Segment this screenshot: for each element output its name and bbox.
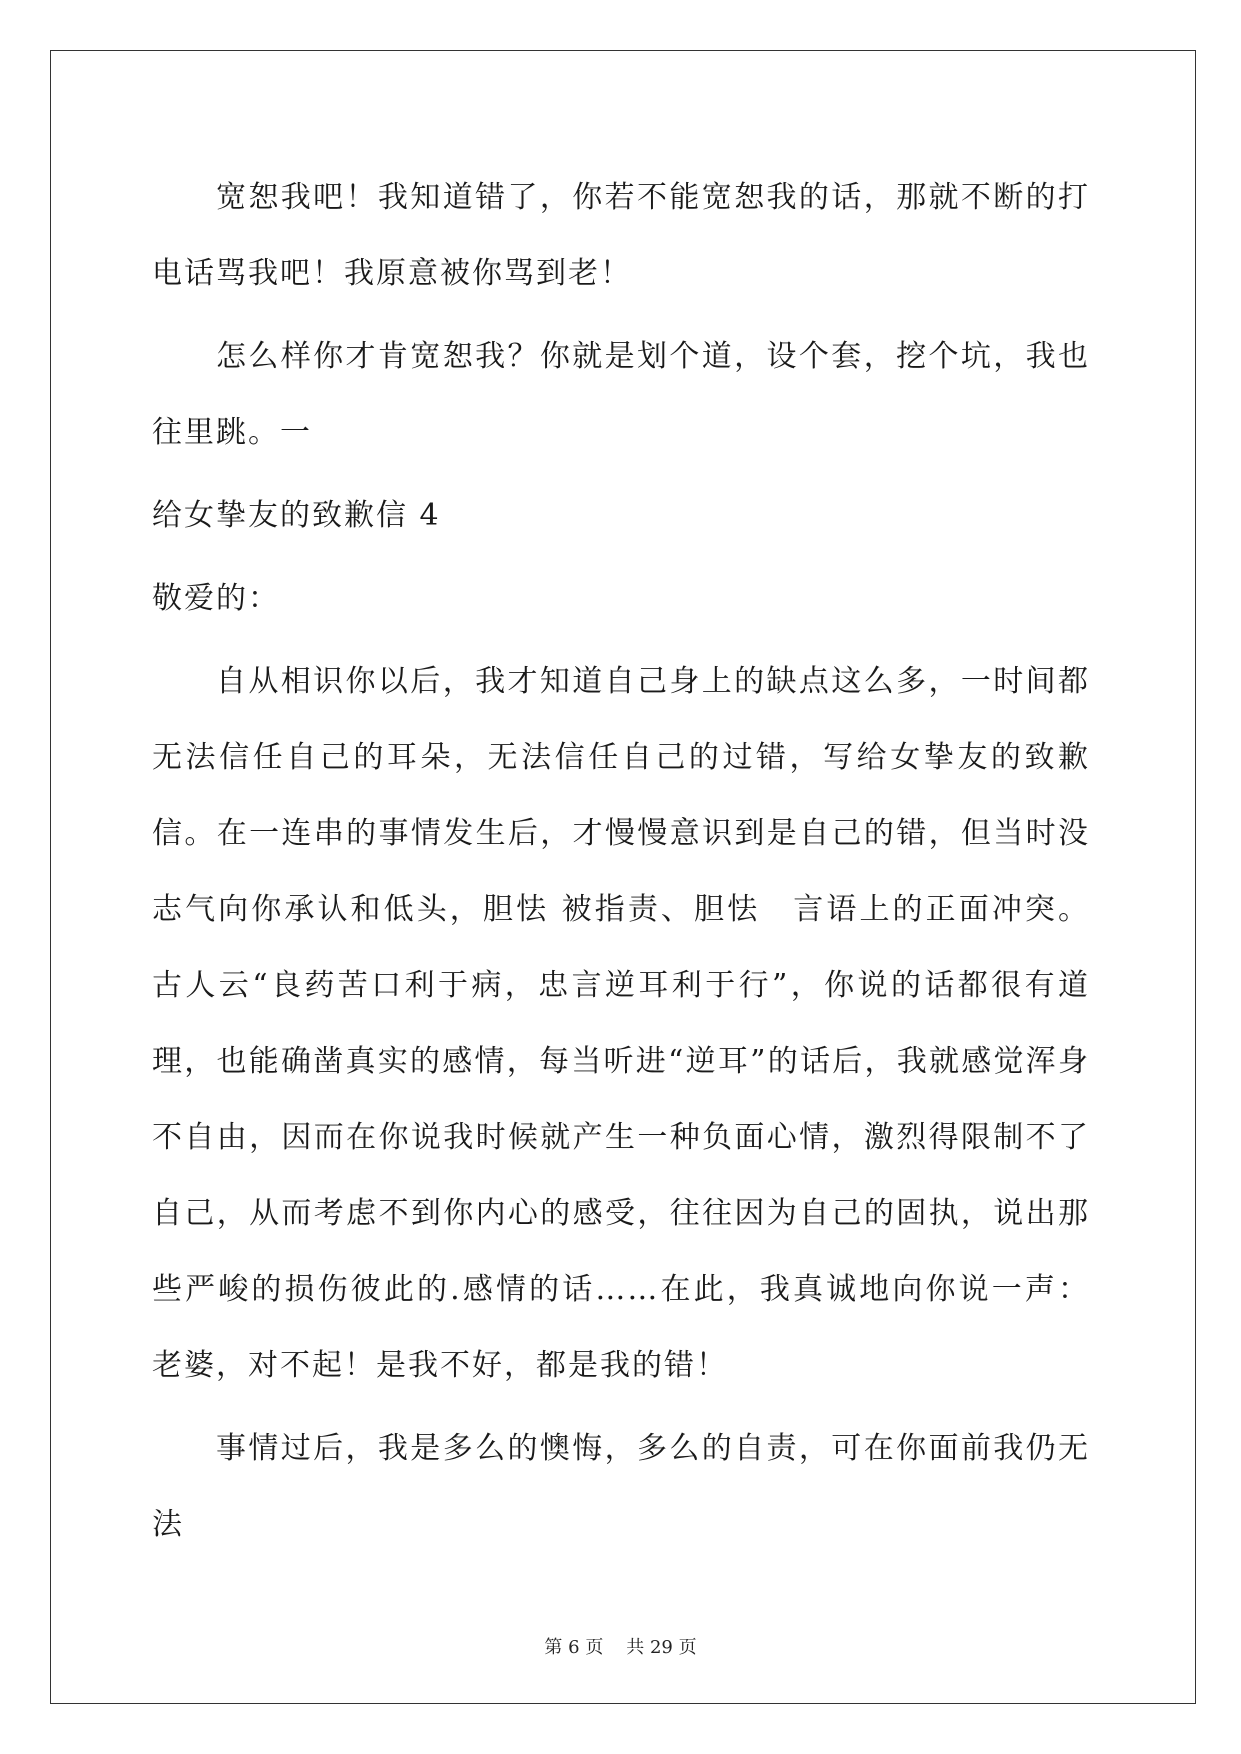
paragraph-last: 事情过后，我是多么的懊悔，多么的自责，可在你面前我仍无法 [152,1431,1090,1542]
section-title: 给女挚友的致歉信 4 [152,498,441,533]
salutation: 敬爱的： [152,581,280,616]
paragraph-1: 宽恕我吧！我知道错了，你若不能宽恕我的话，那就不断的打电话骂我吧！我原意被你骂到老！ [152,180,1090,291]
paragraph-2: 怎么样你才肯宽恕我？你就是划个道，设个套，挖个坑，我也往里跳。一 [152,339,1090,450]
page-footer [0,1633,1241,1659]
page-total: 共 29 页 [626,1637,697,1658]
page-number: 第 6 页 [544,1637,604,1658]
document-body [152,160,1090,1570]
paragraph-body: 自从相识你以后，我才知道自己身上的缺点这么多，一时间都无法信任自己的耳朵，无法信任自己的过错，写给女挚友的致歉信。在一连串的事情发生后，才慢慢意识到是自己的错，但当时没志气向你承认和低头，胆怯 被指责、胆怯 言语上的正面冲突。古人云“良药苦口利于病，忠言逆耳利于行”，你说的话都很有道理，也能确凿真实的感情，每当听进“逆耳”的话后，我就感觉浑身不自由，因而在你说我时候就产生一种负面心情，激烈得限制不了自己，从而考虑不到你内心的感受，往往因为自己的固执，说出那些严峻的损伤彼此的.感情的话……在此，我真诚地向你说一声：老婆，对不起！是我不好，都是我的错！ [152,664,1090,1383]
